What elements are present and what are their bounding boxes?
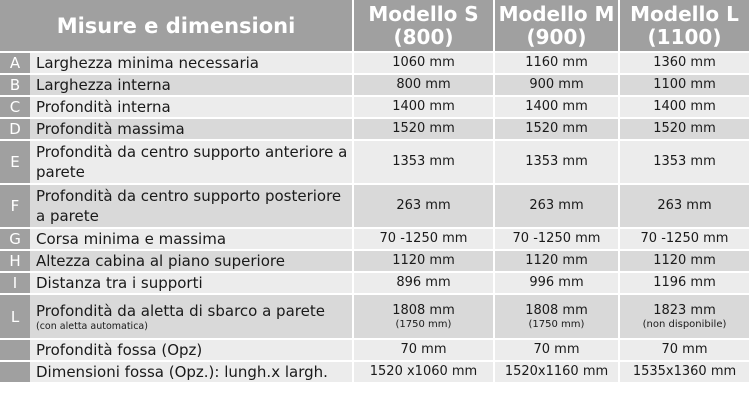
value-model-s: 70 mm <box>354 340 495 362</box>
row-label: Larghezza minima necessaria <box>30 53 354 75</box>
value-model-m: 996 mm <box>495 273 620 295</box>
row-label: Profondità massima <box>30 119 354 141</box>
table-row <box>0 251 749 273</box>
row-letter: L <box>0 295 30 340</box>
value-model-m: 1520x1160 mm <box>495 362 620 384</box>
row-letter: C <box>0 97 30 119</box>
row-label: Profondità da centro supporto anteriore a parete <box>30 141 354 185</box>
value-model-l: 1100 mm <box>620 75 749 97</box>
value-model-m: 70 mm <box>495 340 620 362</box>
model-l-header <box>620 0 749 53</box>
table-row <box>0 53 749 75</box>
value-model-m: 1160 mm <box>495 53 620 75</box>
value-model-s: 70 -1250 mm <box>354 229 495 251</box>
table-row <box>0 340 749 362</box>
value-model-m: 1808 mm <box>525 302 588 318</box>
row-sublabel: (con aletta automatica) <box>36 320 148 332</box>
note-model-l: (non disponibile) <box>642 318 727 330</box>
table-title: Misure e dimensioni <box>0 0 354 53</box>
row-letter: B <box>0 75 30 97</box>
row-letter <box>0 362 30 384</box>
value-model-l: 1353 mm <box>620 141 749 185</box>
value-model-s: 1060 mm <box>354 53 495 75</box>
value-model-l: 1196 mm <box>620 273 749 295</box>
value-model-s: 1520 x1060 mm <box>354 362 495 384</box>
model-m-header <box>495 0 620 53</box>
value-model-s: 1808 mm <box>392 302 455 318</box>
value-model-s-cell <box>354 295 495 340</box>
model-s-code: (800) <box>393 24 454 49</box>
value-model-l: 1520 mm <box>620 119 749 141</box>
value-model-s: 1120 mm <box>354 251 495 273</box>
row-label: Corsa minima e massima <box>30 229 354 251</box>
value-model-l: 1360 mm <box>620 53 749 75</box>
value-model-m: 1353 mm <box>495 141 620 185</box>
value-model-m: 900 mm <box>495 75 620 97</box>
row-letter <box>0 340 30 362</box>
note-model-s: (1750 mm) <box>395 318 452 330</box>
model-s-name: Modello S <box>368 1 479 26</box>
value-model-s: 1520 mm <box>354 119 495 141</box>
row-label: Altezza cabina al piano superiore <box>30 251 354 273</box>
table-row <box>0 229 749 251</box>
row-letter: E <box>0 141 30 185</box>
table-row <box>0 119 749 141</box>
row-letter: G <box>0 229 30 251</box>
value-model-s: 263 mm <box>354 185 495 229</box>
row-letter: D <box>0 119 30 141</box>
row-label: Distanza tra i supporti <box>30 273 354 295</box>
row-letter: I <box>0 273 30 295</box>
table-row <box>0 362 749 384</box>
value-model-s: 896 mm <box>354 273 495 295</box>
value-model-l-cell <box>620 295 749 340</box>
value-model-m: 70 -1250 mm <box>495 229 620 251</box>
row-label: Profondità da centro supporto posteriore a parete <box>30 185 354 229</box>
table-row <box>0 185 749 229</box>
model-m-name: Modello M <box>498 1 615 26</box>
table-row <box>0 295 749 340</box>
model-m-code: (900) <box>526 24 587 49</box>
table-row <box>0 75 749 97</box>
row-label: Larghezza interna <box>30 75 354 97</box>
value-model-m: 1400 mm <box>495 97 620 119</box>
row-label: Profondità da aletta di sbarco a parete <box>36 301 325 320</box>
value-model-l: 70 mm <box>620 340 749 362</box>
row-label-cell <box>30 295 354 340</box>
row-letter: F <box>0 185 30 229</box>
row-letter: H <box>0 251 30 273</box>
model-l-name: Modello L <box>630 1 739 26</box>
row-letter: A <box>0 53 30 75</box>
table-row <box>0 97 749 119</box>
value-model-m-cell <box>495 295 620 340</box>
value-model-l: 1400 mm <box>620 97 749 119</box>
model-s-header <box>354 0 495 53</box>
table-row <box>0 141 749 185</box>
value-model-s: 800 mm <box>354 75 495 97</box>
value-model-s: 1400 mm <box>354 97 495 119</box>
note-model-m: (1750 mm) <box>528 318 585 330</box>
value-model-s: 1353 mm <box>354 141 495 185</box>
row-label: Profondità interna <box>30 97 354 119</box>
row-label: Dimensioni fossa (Opz.): lungh.x largh. <box>30 362 354 384</box>
value-model-l: 1120 mm <box>620 251 749 273</box>
value-model-l: 70 -1250 mm <box>620 229 749 251</box>
value-model-l: 1535x1360 mm <box>620 362 749 384</box>
value-model-m: 1520 mm <box>495 119 620 141</box>
model-l-code: (1100) <box>647 24 722 49</box>
table-row <box>0 273 749 295</box>
value-model-m: 263 mm <box>495 185 620 229</box>
row-label: Profondità fossa (Opz) <box>30 340 354 362</box>
value-model-m: 1120 mm <box>495 251 620 273</box>
value-model-l: 1823 mm <box>653 302 716 318</box>
value-model-l: 263 mm <box>620 185 749 229</box>
